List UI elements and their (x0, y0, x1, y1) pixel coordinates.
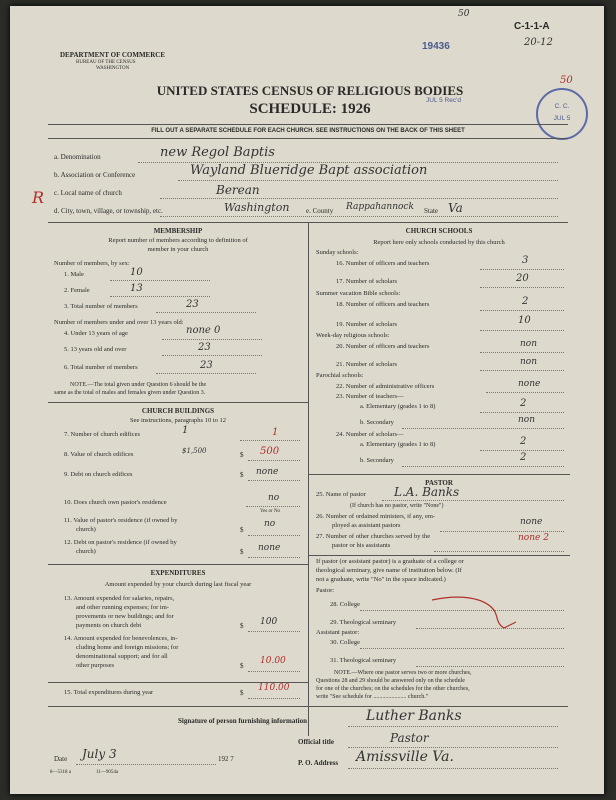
residence-owned-value: no (268, 493, 280, 503)
city-label: d. City, town, village, or township, etc. (54, 207, 163, 215)
year-value: 192 7 (218, 755, 234, 763)
debt-value: none (256, 467, 279, 477)
edifice-value: 500 (260, 446, 280, 457)
official-title-label: Official title (298, 738, 334, 746)
county-value: Rappahannock (346, 202, 414, 212)
local-name-value: Berean (216, 183, 260, 197)
file-code: C-1-1-A (514, 21, 550, 32)
residence-value: no (264, 519, 276, 529)
form-subtitle: SCHEDULE: 1926 (249, 101, 371, 117)
denomination-value: new Regol Baptis (160, 145, 275, 160)
over13-value: 23 (198, 342, 211, 353)
po-address-label: P. O. Address (298, 759, 339, 767)
received-seal: C. C. JUL 5 (536, 88, 588, 140)
red-scribble (430, 592, 520, 632)
official-title-value: Pastor (390, 731, 429, 745)
po-address-value: Amissville Va. (356, 749, 454, 765)
census-schedule-sheet: 50 C-1-1-A 20-12 19436 50 DEPARTMENT OF COMMERCE BUREAU OF THE CENSUS WASHINGTON UNITED STATES CENSUS OF RELIGIOUS BODIES SCHEDULE: 1926 JUL 5 Rec'd C. C. JUL 5 FILL OUT A SEPARATE SCHEDULE FOR EACH CHURCH. SEE INSTRUCTIONS ON THE BACK OF THIS SHEET R a. Denomination new Regol Baptis b. Association or Conference Wayland Blueridge Bapt association c. Local name of church Berean d. City, town, village, or township, etc. Washington e. County Rappahannock State Va MEMBERSHIP Report number of members according to definition of member in your church Number of members, by sex: 1. Male 10 2. Female 13 3. Total number of members 23 Number of members under and over 13 years old: 4. Under 13 years of age none 0 5. 13 years old and over 23 6. Total number of members 23 NOTE.—The total given under Question 6 should be the same as the total of males and females given under Question 3. CHURCH BUILDINGS See instructions, paragraphs 10 to 12 7. Number of church edifices 1 1 8. Value of church edifices $1,500 $ 500 9. Debt on church edifices $ none 10. Does church own pastor's residence no Yes or No 11. Value of pastor's residence (if owned by church) $ no 12. Debt on pastor's residence (if owned by church) $ none EXPENDITURES Amount expended by your church during last fiscal year 13. Amount expended for salaries, repairs, and other running expenses; for im- provements or new buildings; and for payments on church debt $ 100 14. Amount expended for benevolences, in- cluding home and foreign missions; for denominational support; and for all other purposes $ 10.00 15. Total expenditures during year $ 110.00 CHURCH SCHOOLS Report here only schools conducted by this church Sunday schools: 16. Number of officers and teachers 3 17. Number of scholars 20 Summer vacation Bible schools: 18. Number of officers and teachers 2 19. Number of scholars 10 Week-day religious schools: 20. Number of officers and teachers non 21. Number of scholars non Parochial schools: 22. Number of administrative officers none 23. Number of teachers— a. Elementary (grades 1 to 8) 2 b. Secondary non 24. Number of scholars— a. Elementary (grades 1 to 8) 2 b. Secondary 2 PASTOR 25. Name of pastor L.A. Banks (If church has no pastor, write "None") 26. Number of ordained ministers, if any, em- ployed as assistant pastors none 27. Number of other churches served by the pastor or his assistants none 2 If pastor (or assistant pastor) is a graduate of a college or theological seminary, give name of institution below. (If not a graduate, write "No" in the space indicated.) Pastor: 28. College 29. Theological seminary Assistant pastor: 30. College 31. Theological seminary NOTE.—Where one pastor serves two or more churches, Questions 28 and 29 should be answered only on the schedule for one of the churches; on the schedules for the other churches, write "See schedule for ...................... church." Signature of person furnishing information Luther Banks Official title Pastor Date July 3 192 7 P. O. Address Amissville Va. 8—5318 a 11—9054a (10, 6, 604, 794)
running-expenses-value: 100 (260, 617, 278, 627)
state-label: State (424, 207, 438, 215)
expenditures-title: EXPENDITURES (150, 569, 206, 577)
membership-title: MEMBERSHIP (153, 227, 203, 235)
washington: WASHINGTON (96, 66, 130, 71)
date-value: July 3 (82, 747, 117, 761)
under13-value: none 0 (186, 325, 221, 336)
pastor-name-value: L.A. Banks (394, 485, 460, 499)
department: DEPARTMENT OF COMMERCE (60, 51, 166, 59)
signature-label: Signature of person furnishing information (178, 717, 307, 725)
red-number: 50 (560, 75, 573, 86)
local-name-label: c. Local name of church (54, 189, 122, 197)
signature-value: Luther Banks (366, 708, 462, 724)
date-code: 20-12 (524, 37, 553, 48)
association-value: Wayland Blueridge Bapt association (190, 163, 428, 178)
date-label: Date (54, 755, 68, 763)
benevolences-value: 10.00 (260, 656, 286, 666)
top-number: 50 (458, 9, 470, 19)
total-expenditures-value: 110.00 (258, 683, 290, 693)
state-value: Va (448, 201, 463, 215)
denomination-label: a. Denomination (54, 153, 101, 161)
bureau: BUREAU OF THE CENSUS (76, 60, 136, 65)
county-label: e. County (306, 207, 334, 215)
serial-number: 19436 (422, 41, 450, 52)
total-members-value: 23 (186, 299, 199, 310)
edifices-value: 1 (272, 427, 279, 438)
margin-mark-r: R (32, 188, 45, 207)
male-value: 10 (130, 267, 143, 278)
association-label: b. Association or Conference (54, 171, 136, 179)
schools-title: CHURCH SCHOOLS (405, 227, 473, 235)
total-members-2-value: 23 (200, 360, 213, 371)
pastor-title: PASTOR (425, 479, 453, 487)
city-value: Washington (224, 201, 290, 214)
instruction-line: FILL OUT A SEPARATE SCHEDULE FOR EACH CHURCH. SEE INSTRUCTIONS ON THE BACK OF THIS SHEET (151, 128, 465, 134)
buildings-title: CHURCH BUILDINGS (141, 407, 215, 415)
received-stamp: JUL 5 Rec'd (426, 97, 461, 104)
form-title: UNITED STATES CENSUS OF RELIGIOUS BODIES (156, 83, 464, 98)
female-value: 13 (130, 283, 143, 294)
residence-debt-value: none (258, 543, 281, 553)
